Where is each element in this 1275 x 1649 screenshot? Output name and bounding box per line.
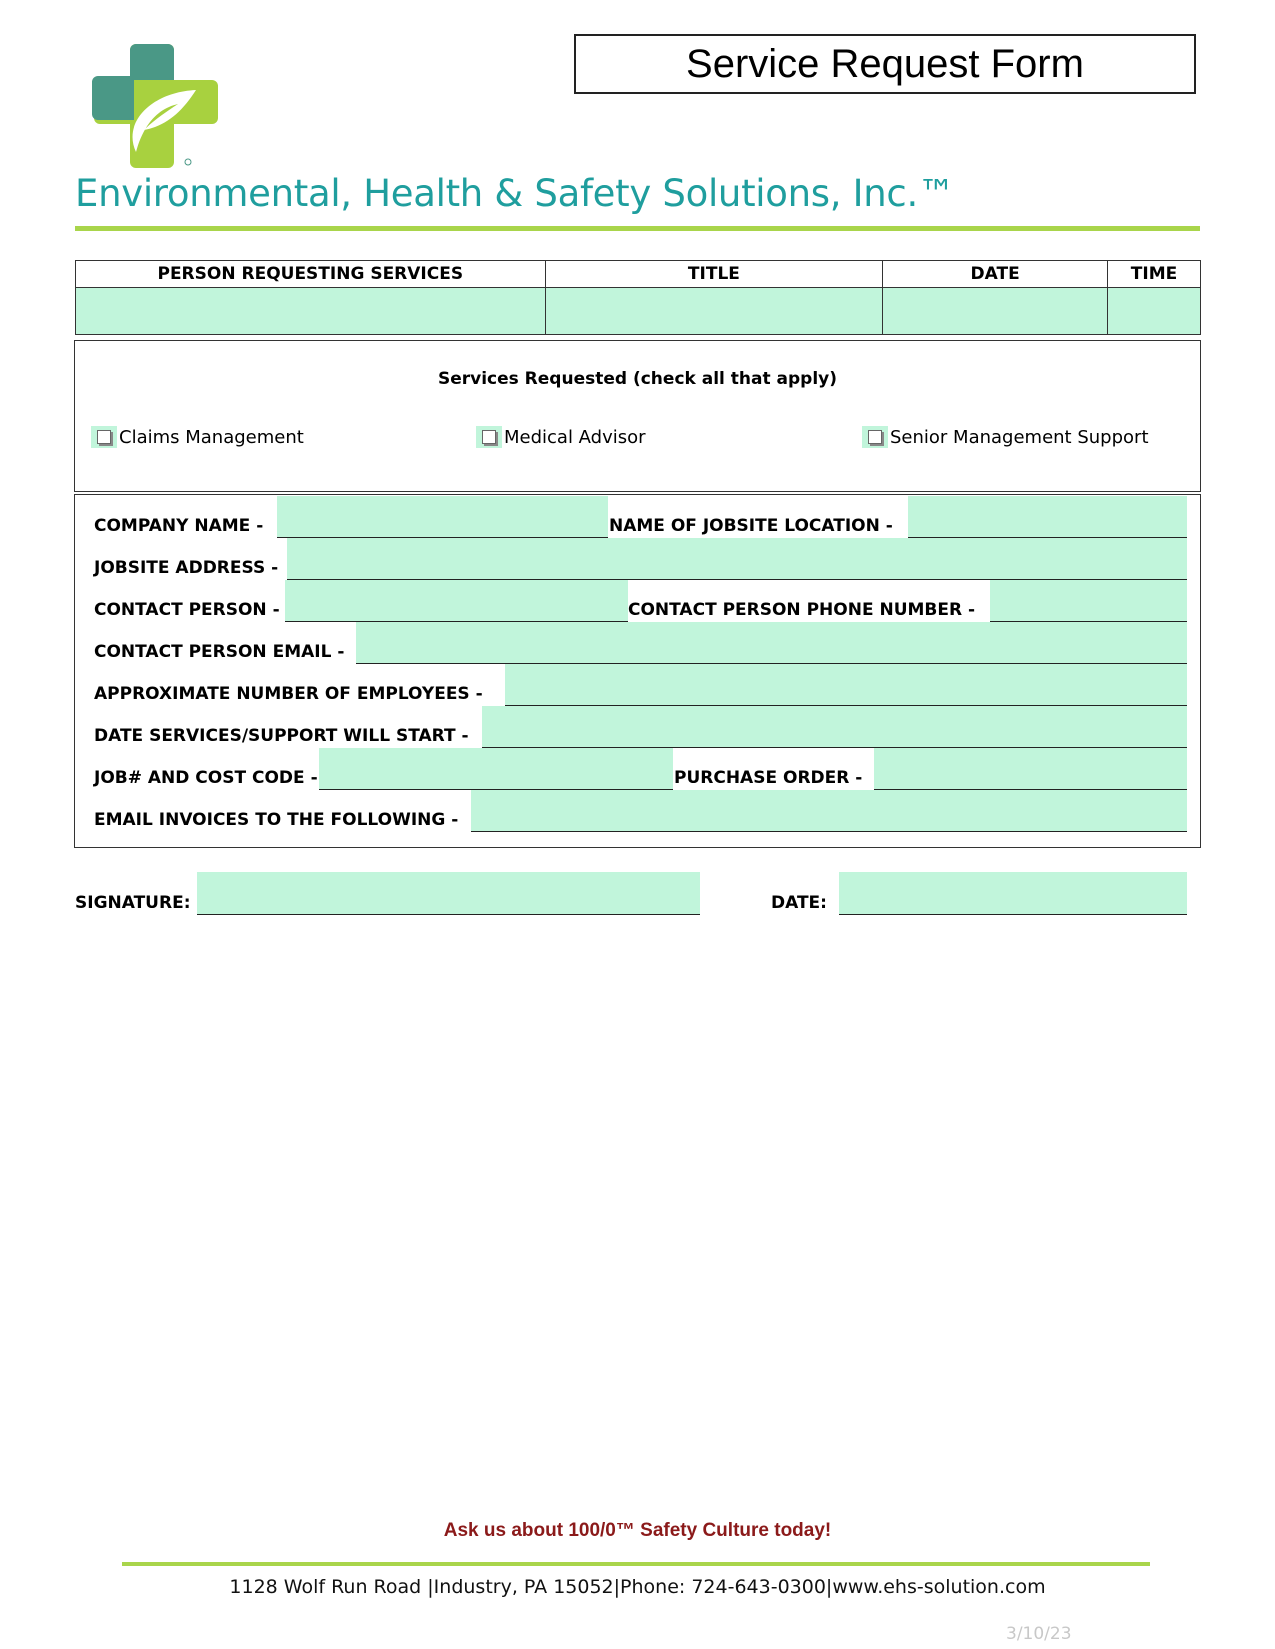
services-heading: Services Requested (check all that apply) [437, 369, 838, 389]
signature-field[interactable] [197, 872, 700, 915]
form-title: Service Request Form [574, 34, 1196, 94]
header-divider [75, 226, 1200, 231]
jobsite-address-field[interactable] [287, 538, 1187, 580]
column-header-person: PERSON REQUESTING SERVICES [76, 261, 546, 288]
service-option-label: Claims Management [119, 426, 304, 448]
email-invoices-field[interactable] [471, 790, 1187, 832]
person-requesting-field[interactable] [76, 288, 546, 335]
contact-person-field[interactable] [285, 580, 628, 622]
purchase-order-field[interactable] [874, 748, 1187, 790]
purchase-order-label: PURCHASE ORDER - [674, 768, 863, 788]
column-header-title: TITLE [545, 261, 883, 288]
service-option-claims-management[interactable] [91, 426, 304, 448]
date-field[interactable] [883, 288, 1108, 335]
job-cost-code-field[interactable] [319, 748, 673, 790]
start-date-field[interactable] [482, 706, 1187, 748]
employees-field[interactable] [505, 664, 1187, 706]
contact-person-label: CONTACT PERSON - [94, 600, 280, 620]
job-cost-code-label: JOB# AND COST CODE - [94, 768, 318, 788]
contact-email-field[interactable] [356, 622, 1187, 664]
service-option-medical-advisor[interactable] [476, 426, 646, 448]
time-field[interactable] [1108, 288, 1201, 335]
email-invoices-label: EMAIL INVOICES TO THE FOLLOWING - [94, 810, 459, 830]
company-name-field[interactable] [277, 496, 608, 538]
contact-email-label: CONTACT PERSON EMAIL - [94, 642, 345, 662]
title-field[interactable] [545, 288, 883, 335]
jobsite-address-label: JOBSITE ADDRESS - [94, 558, 279, 578]
footer-contact-info: 1128 Wolf Run Road |Industry, PA 15052|Phone: 724-643-0300|www.ehs-solution.com [229, 1576, 1046, 1598]
service-option-label: Medical Advisor [504, 426, 646, 448]
company-logo [92, 42, 220, 170]
column-header-date: DATE [883, 261, 1108, 288]
signature-label: SIGNATURE: [75, 893, 191, 913]
employees-label: APPROXIMATE NUMBER OF EMPLOYEES - [94, 684, 483, 704]
footer-divider [122, 1562, 1150, 1566]
service-option-senior-management-support[interactable] [862, 426, 1149, 448]
revision-date: 3/10/23 [1006, 1624, 1072, 1644]
services-section [74, 340, 1201, 492]
contact-phone-field[interactable] [990, 580, 1187, 622]
requester-table [75, 260, 1201, 335]
jobsite-location-field[interactable] [908, 496, 1187, 538]
contact-phone-label: CONTACT PERSON PHONE NUMBER - [628, 600, 976, 620]
signature-date-field[interactable] [839, 872, 1187, 915]
signature-date-label: DATE: [771, 893, 827, 913]
checkbox-icon[interactable] [862, 426, 888, 448]
footer-tagline: Ask us about 100/0™ Safety Culture today! [443, 1520, 832, 1541]
column-header-time: TIME [1108, 261, 1201, 288]
start-date-label: DATE SERVICES/SUPPORT WILL START - [94, 726, 469, 746]
jobsite-location-label: NAME OF JOBSITE LOCATION - [609, 516, 893, 536]
checkbox-icon[interactable] [476, 426, 502, 448]
company-name-label: COMPANY NAME - [94, 516, 264, 536]
checkbox-icon[interactable] [91, 426, 117, 448]
service-option-label: Senior Management Support [890, 426, 1149, 448]
company-name-heading: Environmental, Health & Safety Solutions, Inc.™ [75, 172, 955, 215]
